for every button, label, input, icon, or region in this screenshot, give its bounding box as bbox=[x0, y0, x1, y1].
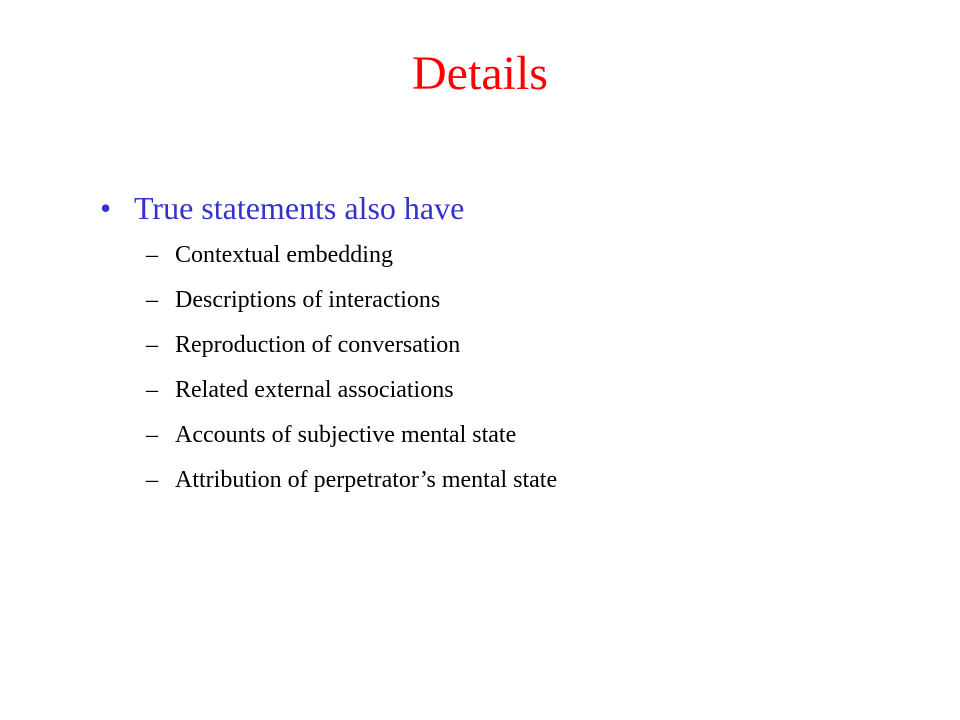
slide-title: Details bbox=[412, 47, 548, 100]
sub-bullet-text: Related external associations bbox=[175, 377, 454, 403]
dash-marker: – bbox=[146, 242, 158, 268]
dash-marker: – bbox=[146, 467, 158, 493]
dash-marker: – bbox=[146, 422, 158, 448]
dash-marker: – bbox=[146, 377, 158, 403]
sub-bullet-text: Accounts of subjective mental state bbox=[175, 422, 517, 448]
sub-bullet-text: Descriptions of interactions bbox=[175, 287, 441, 313]
dash-marker: – bbox=[146, 287, 158, 313]
bullet-marker: • bbox=[100, 190, 112, 226]
sub-bullet-text: Contextual embedding bbox=[175, 242, 393, 268]
sub-bullet-text: Reproduction of conversation bbox=[175, 332, 461, 358]
dash-marker: – bbox=[146, 332, 158, 358]
bullet-text: True statements also have bbox=[134, 190, 465, 226]
sub-bullet-text: Attribution of perpetrator’s mental state bbox=[175, 467, 558, 493]
